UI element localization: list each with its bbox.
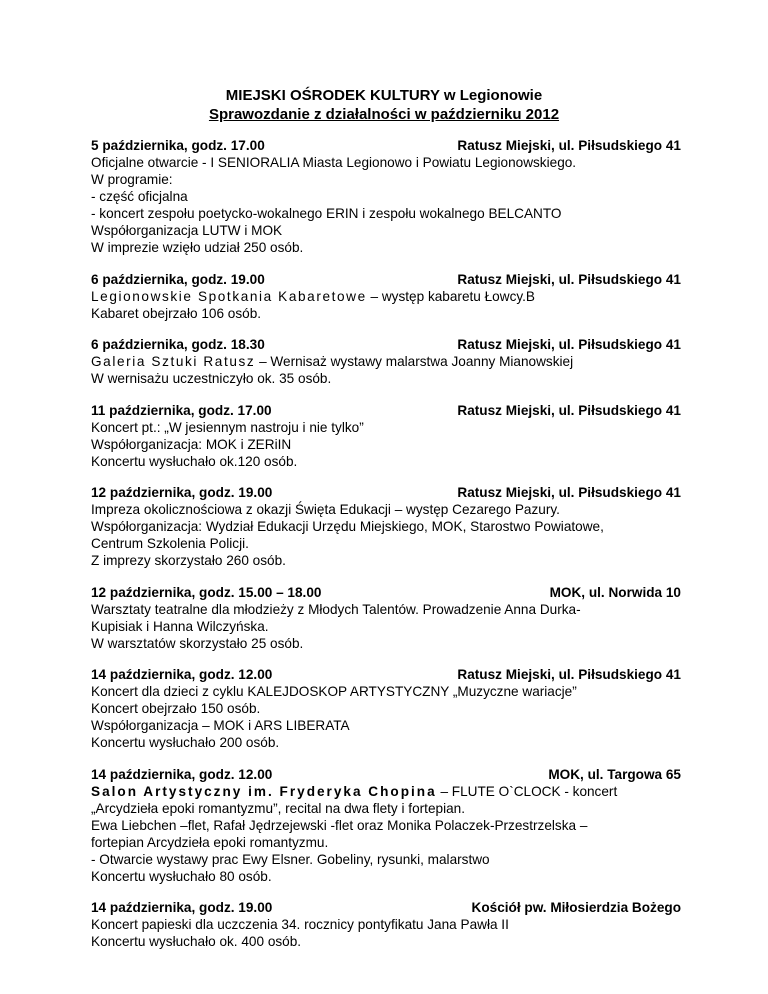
- event-line: - część oficjalna: [91, 189, 188, 204]
- event-line: Koncert obejrzało 150 osób.: [91, 701, 261, 716]
- event-place: Ratusz Miejski, ul. Piłsudskiego 41: [457, 402, 681, 418]
- event-line: Oficjalne otwarcie - I SENIORALIA Miasta Legionowo i Powiatu Legionowskiego.: [91, 155, 577, 170]
- event-entry: [91, 402, 681, 470]
- event-header: [91, 766, 681, 783]
- event-entry: [91, 484, 681, 569]
- event-header: [91, 336, 681, 353]
- event-place: Ratusz Miejski, ul. Piłsudskiego 41: [457, 337, 681, 352]
- event-line: Kupisiak i Hanna Wilczyńska.: [91, 618, 269, 634]
- event-line: Kabaret obejrzało 106 osób.: [91, 305, 262, 321]
- event-date: 14 października, godz. 19.00: [91, 900, 273, 915]
- event-line: Z imprezy skorzystało 260 osób.: [91, 553, 286, 568]
- event-date: 12 października, godz. 19.00: [91, 485, 273, 500]
- event-place: Ratusz Miejski, ul. Piłsudskiego 41: [457, 271, 681, 287]
- event-list: [91, 137, 681, 965]
- page-title: MIEJSKI OŚRODEK KULTURY w Legionowie: [225, 87, 543, 104]
- event-line: [91, 783, 681, 800]
- event-date: 14 października, godz. 12.00: [91, 667, 273, 682]
- event-line: Współorganizacja: MOK i ZERiIN: [91, 436, 292, 452]
- event-line: fortepian Arcydzieła epoki romantyzmu.: [91, 834, 329, 850]
- event-line: Warsztaty teatralne dla młodzieży z Młodych Talentów. Prowadzenie Anna Durka-: [91, 601, 581, 617]
- event-entry: [91, 666, 681, 751]
- event-line: Ewa Liebchen –flet, Rafał Jędrzejewski -flet oraz Monika Polaczek-Przestrzelska –: [91, 817, 588, 833]
- event-line: Koncert pt.: „W jesiennym nastroju i nie tylko”: [91, 419, 364, 435]
- event-date: 6 października, godz. 19.00: [91, 271, 265, 287]
- event-place: Kościół pw. Miłosierdzia Bożego: [471, 900, 681, 915]
- event-header: [91, 137, 681, 154]
- event-line: W programie:: [91, 172, 173, 187]
- event-series-name: Galeria Sztuki Ratusz: [91, 354, 256, 369]
- event-header: [91, 271, 681, 288]
- event-line: - Otwarcie wystawy prac Ewy Elsner. Gobeliny, rysunki, malarstwo: [91, 851, 490, 867]
- event-line: W imprezie wzięło udział 250 osób.: [91, 240, 304, 255]
- event-series-name: Salon Artystyczny im. Fryderyka Chopina: [91, 783, 437, 799]
- event-description: – Wernisaż wystawy malarstwa Joanny Mianowskiej: [255, 354, 574, 369]
- event-date: 12 października, godz. 15.00 – 18.00: [91, 584, 322, 600]
- event-line: „Arcydzieła epoki romantyzmu”, recital na dwa flety i fortepian.: [91, 800, 465, 816]
- event-line: [91, 353, 681, 370]
- event-header: [91, 484, 681, 501]
- event-place: MOK, ul. Norwida 10: [549, 584, 681, 600]
- document-header: [0, 86, 768, 124]
- event-line: Koncertu wysłuchało 80 osób.: [91, 868, 272, 884]
- event-entry: [91, 899, 681, 950]
- event-header: [91, 584, 681, 601]
- event-line: Koncertu wysłuchało ok. 400 osób.: [91, 934, 302, 949]
- event-date: 6 października, godz. 18.30: [91, 337, 265, 352]
- event-line: Centrum Szkolenia Policji.: [91, 536, 249, 551]
- event-line: [91, 288, 681, 305]
- event-line: Koncertu wysłuchało ok.120 osób.: [91, 453, 298, 469]
- event-place: Ratusz Miejski, ul. Piłsudskiego 41: [457, 485, 681, 500]
- event-line: Koncert papieski dla uczczenia 34. rocznicy pontyfikatu Jana Pawła II: [91, 917, 509, 932]
- page-subtitle: Sprawozdanie z działalności w październiku 2012: [208, 106, 560, 123]
- event-description: – FLUTE O`CLOCK - koncert: [436, 783, 618, 799]
- event-header: [91, 666, 681, 683]
- event-entry: [91, 137, 681, 256]
- event-line: Współorganizacja: Wydział Edukacji Urzędu Miejskiego, MOK, Starostwo Powiatowe,: [91, 519, 604, 534]
- event-line: Współorganizacja LUTW i MOK: [91, 223, 283, 238]
- event-line: Impreza okolicznościowa z okazji Święta Edukacji – występ Cezarego Pazury.: [91, 502, 560, 517]
- event-place: Ratusz Miejski, ul. Piłsudskiego 41: [457, 138, 681, 153]
- event-header: [91, 402, 681, 419]
- event-line: W warsztatów skorzystało 25 osób.: [91, 635, 304, 651]
- event-entry: [91, 584, 681, 652]
- event-header: [91, 899, 681, 916]
- event-entry: [91, 766, 681, 885]
- event-line: Koncert dla dzieci z cyklu KALEJDOSKOP ARTYSTYCZNY „Muzyczne wariacje”: [91, 684, 577, 699]
- event-date: 5 października, godz. 17.00: [91, 138, 265, 153]
- event-place: Ratusz Miejski, ul. Piłsudskiego 41: [457, 667, 681, 682]
- event-line: W wernisażu uczestniczyło ok. 35 osób.: [91, 371, 332, 386]
- event-series-name: Legionowskie Spotkania Kabaretowe: [91, 288, 367, 304]
- event-line: - koncert zespołu poetycko-wokalnego ERIN i zespołu wokalnego BELCANTO: [91, 206, 562, 221]
- event-description: – występ kabaretu Łowcy.B: [366, 288, 535, 304]
- event-line: Współorganizacja – MOK i ARS LIBERATA: [91, 718, 350, 733]
- event-line: Koncertu wysłuchało 200 osób.: [91, 735, 280, 750]
- event-place: MOK, ul. Targowa 65: [548, 766, 681, 782]
- event-entry: [91, 271, 681, 322]
- event-date: 11 października, godz. 17.00: [91, 402, 272, 418]
- event-entry: [91, 336, 681, 387]
- event-date: 14 października, godz. 12.00: [91, 766, 273, 782]
